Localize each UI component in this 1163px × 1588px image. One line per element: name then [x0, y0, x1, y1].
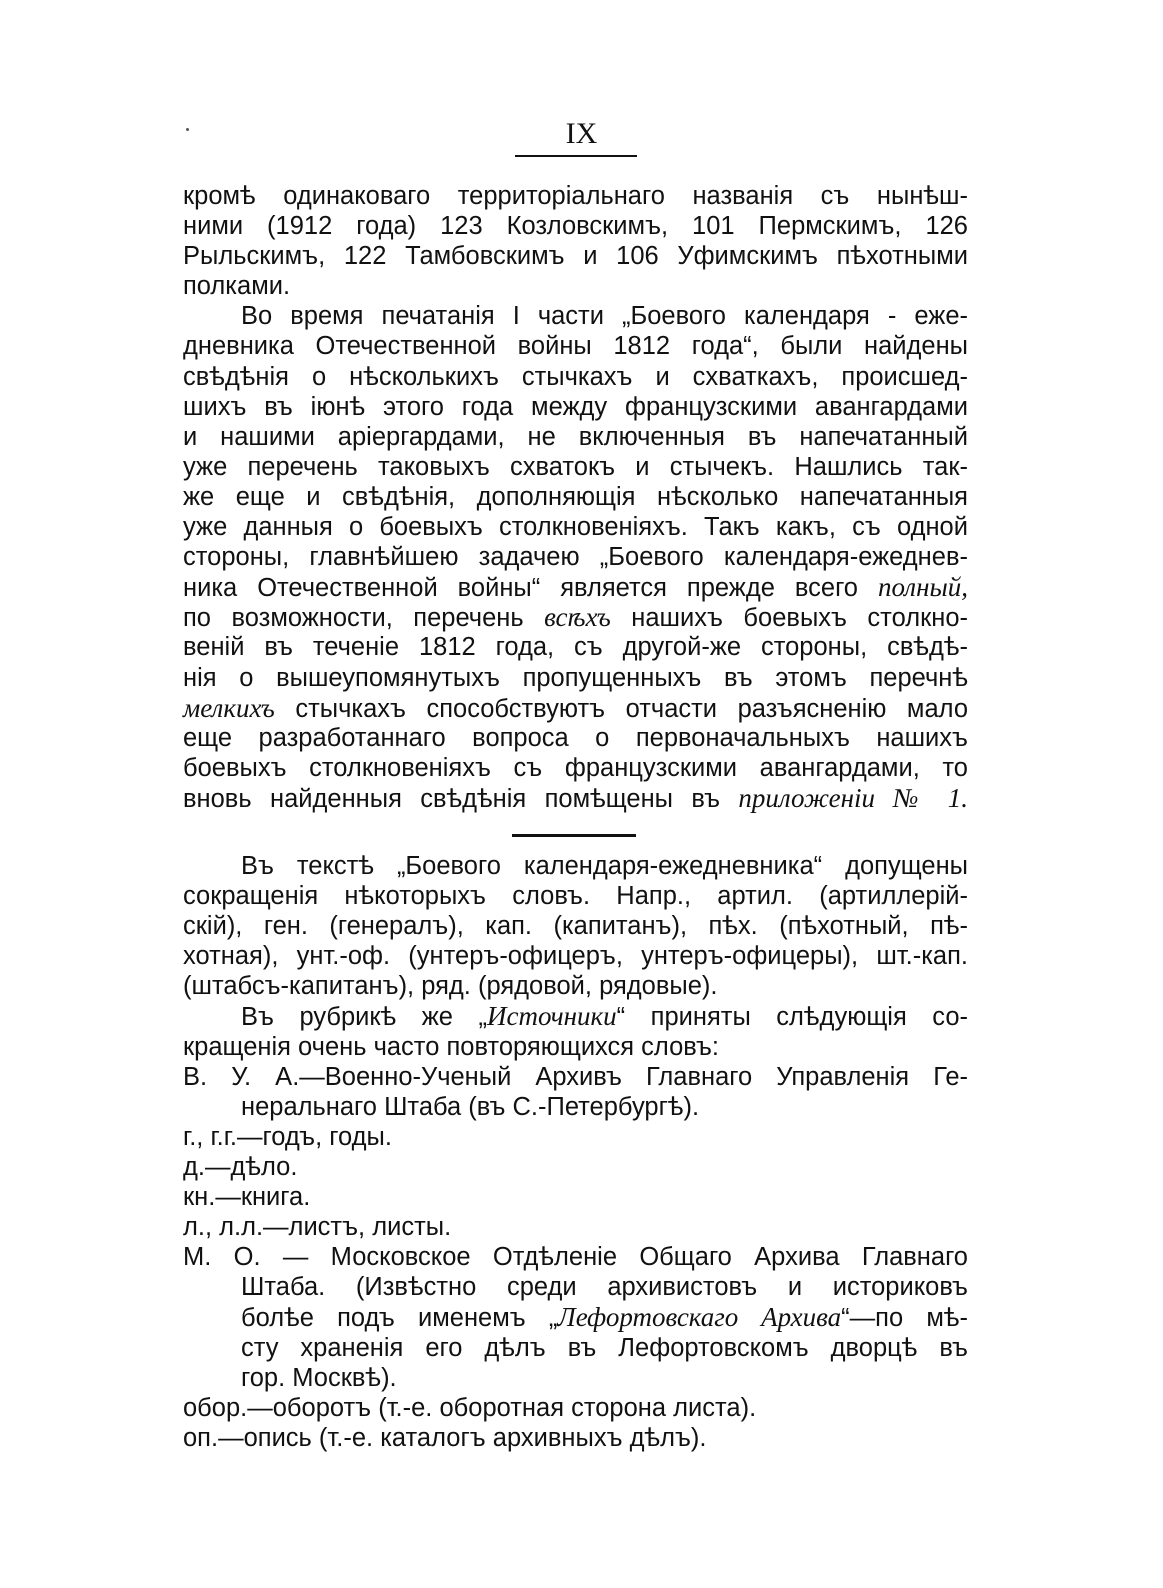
- text-line: шихъ въ іюнѣ этого года между французскими авангардами: [183, 392, 968, 421]
- page-number-rule: [515, 155, 637, 157]
- text-line: кращенія очень часто повторяющихся словъ:: [183, 1032, 719, 1061]
- text-line: Во время печатанія I части „Боевого календаря - еже-: [241, 302, 968, 331]
- text-line: нія о вышеупомянутыхъ пропущенныхъ въ этомъ перечнѣ: [183, 663, 968, 692]
- text-line: [183, 1001, 968, 1031]
- text-line: уже перечень таковыхъ схватокъ и стычекъ. Нашлись так-: [183, 452, 968, 481]
- text-run: “—по мѣ-: [841, 1304, 968, 1333]
- text-line: хотная), унт.-оф. (унтеръ-офицеръ, унтеръ-офицеры), шт.-кап.: [183, 942, 968, 971]
- abbrev-entry: обор.—оборотъ (т.-е. оборотная сторона листа).: [183, 1393, 757, 1422]
- text-line: сокращенія нѣкоторыхъ словъ. Напр., артил. (артиллерій-: [183, 882, 968, 911]
- italic-run: Источники: [486, 1001, 617, 1032]
- text-run: “ приняты слѣдующія со-: [616, 1003, 968, 1032]
- text-line: ними (1912 года) 123 Козловскимъ, 101 Пермскимъ, 126: [183, 212, 968, 241]
- text-line: скій), ген. (генералъ), кап. (капитанъ), пѣх. (пѣхотный, пѣ-: [183, 912, 968, 941]
- abbrev-entry-cont: Штаба. (Извѣстно среди архивистовъ и историковъ: [241, 1273, 968, 1302]
- text-line: же еще и свѣдѣнія, дополняющія нѣсколько напечатанныя: [183, 482, 968, 511]
- page-number: IX: [565, 117, 598, 150]
- abbrev-entry: В. У. А.—Военно-Ученый Архивъ Главнаго Управленія Ге-: [183, 1062, 968, 1091]
- text-run: стычкахъ способствуютъ отчасти разъясненію мало: [295, 694, 968, 723]
- text-line: полками.: [183, 272, 291, 301]
- text-line: стороны, главнѣйшею задачею „Боевого календаря-ежеднев-: [183, 543, 968, 572]
- text-run: болѣе подъ именемъ „: [241, 1304, 558, 1333]
- text-block-lower: [183, 851, 968, 1453]
- text-line: [183, 602, 968, 632]
- text-line: [183, 783, 968, 813]
- text-line: уже данныя о боевыхъ столкновеніяхъ. Такъ какъ, съ одной: [183, 513, 968, 542]
- abbrev-entry-cont: сту храненія его дѣлъ въ Лефортовскомъ дворцѣ въ: [241, 1333, 968, 1362]
- italic-run: мелкихъ: [183, 692, 275, 723]
- text-line: кромѣ одинаковаго территоріальнаго названія съ нынѣш-: [183, 182, 968, 210]
- abbrev-entry-cont: неральнаго Штаба (въ С.-Петербургѣ).: [241, 1092, 700, 1121]
- text-line: боевыхъ столкновеніяхъ съ французскими авангардами, то: [183, 753, 968, 782]
- text-run: вновь найденныя свѣдѣнія помѣщены въ: [183, 784, 721, 813]
- text-run: по возможности, перечень: [183, 604, 524, 633]
- abbrev-entry: л., л.л.—листъ, листы.: [183, 1213, 452, 1242]
- text-line: (штабсъ-капитанъ), ряд. (рядовой, рядовые).: [183, 972, 718, 1001]
- text-line: Рыльскимъ, 122 Тамбовскимъ и 106 Уфимскимъ пѣхотными: [183, 242, 968, 271]
- italic-run: полный,: [877, 572, 968, 603]
- text-run: Въ рубрикѣ же „: [241, 1003, 487, 1032]
- text-line: и нашими аріергардами, не включенныя въ напечатанный: [183, 422, 968, 451]
- text-line: веній въ теченіе 1812 года, съ другой-же стороны, свѣдѣ-: [183, 633, 968, 662]
- abbrev-entry: кн.—книга.: [183, 1183, 311, 1212]
- text-run: нашихъ боевыхъ столкно-: [631, 604, 968, 633]
- italic-run: Лефортовскаго Архива: [557, 1302, 842, 1333]
- section-divider: [512, 834, 636, 837]
- abbrev-entry: оп.—опись (т.-е. каталогъ архивныхъ дѣлъ).: [183, 1423, 707, 1452]
- abbrev-entry: М. О. — Московское Отдѣленіе Общаго Архива Главнаго: [183, 1243, 968, 1272]
- text-line: Въ текстѣ „Боевого календаря-ежедневника“ допущены: [241, 852, 968, 880]
- text-line: дневника Отечественной войны 1812 года“, были найдены: [183, 332, 968, 361]
- abbrev-entry: г., г.г.—годъ, годы.: [183, 1122, 392, 1151]
- italic-run: приложеніи № 1.: [738, 782, 968, 813]
- text-line: [183, 693, 968, 723]
- text-run: ника Отечественной войны“ является прежде всего: [183, 574, 858, 603]
- text-line: еще разработаннаго вопроса о первоначальныхъ нашихъ: [183, 723, 968, 752]
- abbrev-entry: д.—дѣло.: [183, 1152, 298, 1181]
- text-line: [183, 572, 968, 602]
- italic-run: всѣхъ: [544, 602, 611, 633]
- abbrev-entry-cont: [183, 1302, 968, 1332]
- text-block-upper: [183, 181, 968, 813]
- text-line: свѣдѣнія о нѣсколькихъ стычкахъ и схваткахъ, происшед-: [183, 362, 968, 391]
- abbrev-entry-cont: гор. Москвѣ).: [241, 1363, 397, 1392]
